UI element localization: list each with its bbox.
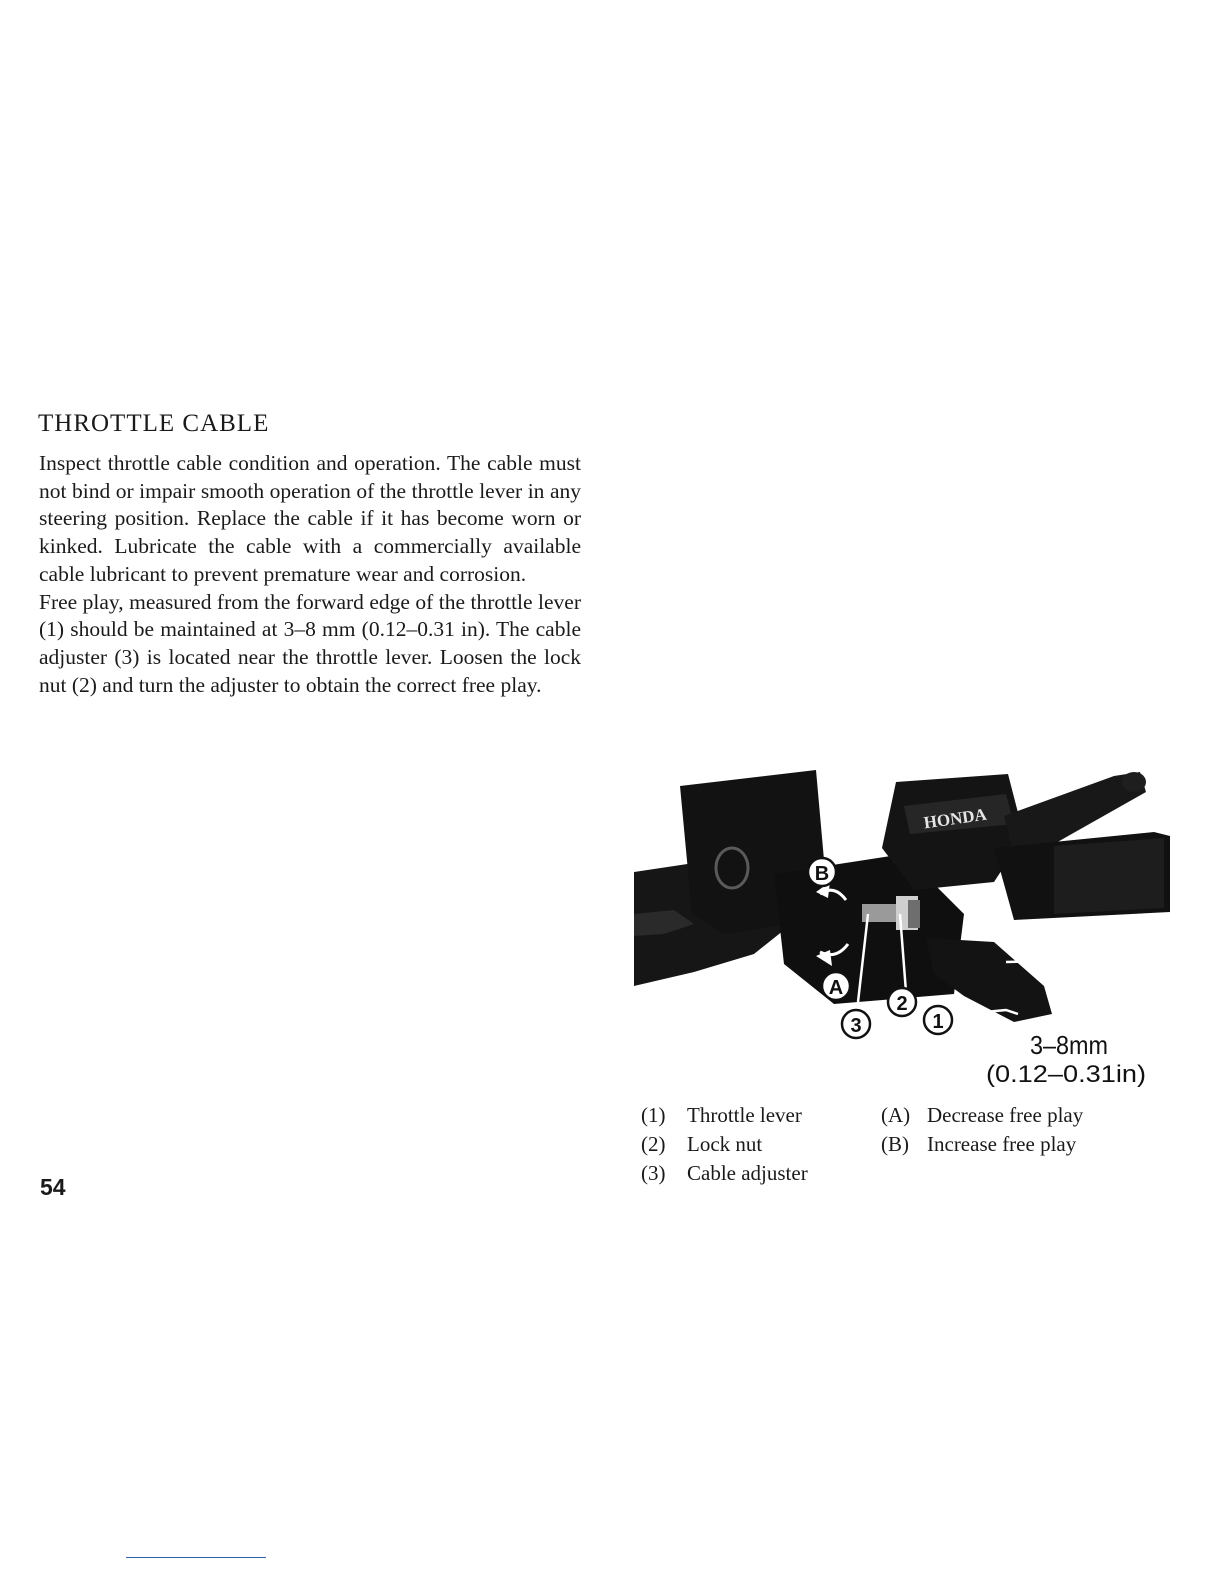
- callout-3-label: 3: [850, 1015, 862, 1037]
- caption-number: (2): [641, 1132, 666, 1156]
- measure-mm: 3–8mm: [1030, 1030, 1108, 1060]
- body-text: [39, 450, 581, 699]
- caption-text: Cable adjuster: [687, 1161, 808, 1185]
- callout-1-label: 1: [932, 1011, 944, 1033]
- callout-2: [888, 988, 916, 1016]
- callout-b: [808, 858, 836, 886]
- caption-list-lettered: [881, 1101, 1083, 1159]
- callout-a: [822, 972, 850, 1000]
- caption-item: [641, 1159, 808, 1188]
- caption-letter: (B): [881, 1132, 909, 1156]
- callout-3: [842, 1010, 870, 1038]
- callout-2-label: 2: [896, 993, 908, 1015]
- page-number: 54: [40, 1174, 66, 1200]
- caption-item: [881, 1101, 1083, 1130]
- paragraph-inspection: Inspect throttle cable condition and operation. The cable must not bind or impair smooth operation of the throttle lever in any steering position. Replace the cable if it has become worn or kinked. Lubricate the cable with a commercially available cable lubricant to prevent premature wear and corrosion.: [39, 451, 581, 586]
- caption-text: Throttle lever: [687, 1103, 802, 1127]
- caption-text: Lock nut: [687, 1132, 763, 1156]
- brand-logo-text: HONDA: [922, 804, 988, 833]
- bottom-rule: [126, 1557, 266, 1558]
- section-title: THROTTLE CABLE: [38, 410, 270, 437]
- caption-item: [881, 1130, 1083, 1159]
- caption-item: [641, 1130, 808, 1159]
- callout-a-label: A: [828, 977, 844, 999]
- caption-text: Increase free play: [927, 1132, 1077, 1156]
- caption-number: (3): [641, 1161, 666, 1185]
- throttle-photo: [634, 764, 1172, 1090]
- caption-text: Decrease free play: [927, 1103, 1084, 1127]
- paragraph-free-play: Free play, measured from the forward edge of the throttle lever (1) should be maintained at 3–8 mm (0.12–0.31 in). The cable adjuster (3) is located near the throttle lever. Loosen the lock nut (2) and turn the adjuster to obtain the correct free play.: [39, 589, 581, 697]
- throttle-figure: [634, 764, 1172, 1090]
- caption-item: [641, 1101, 808, 1130]
- callout-b-label: B: [814, 863, 830, 885]
- caption-list-numbered: [641, 1101, 808, 1188]
- caption-number: (1): [641, 1103, 666, 1127]
- measure-in: (0.12–0.31in): [986, 1061, 1146, 1088]
- caption-letter: (A): [881, 1103, 911, 1127]
- callout-1: [924, 1006, 952, 1034]
